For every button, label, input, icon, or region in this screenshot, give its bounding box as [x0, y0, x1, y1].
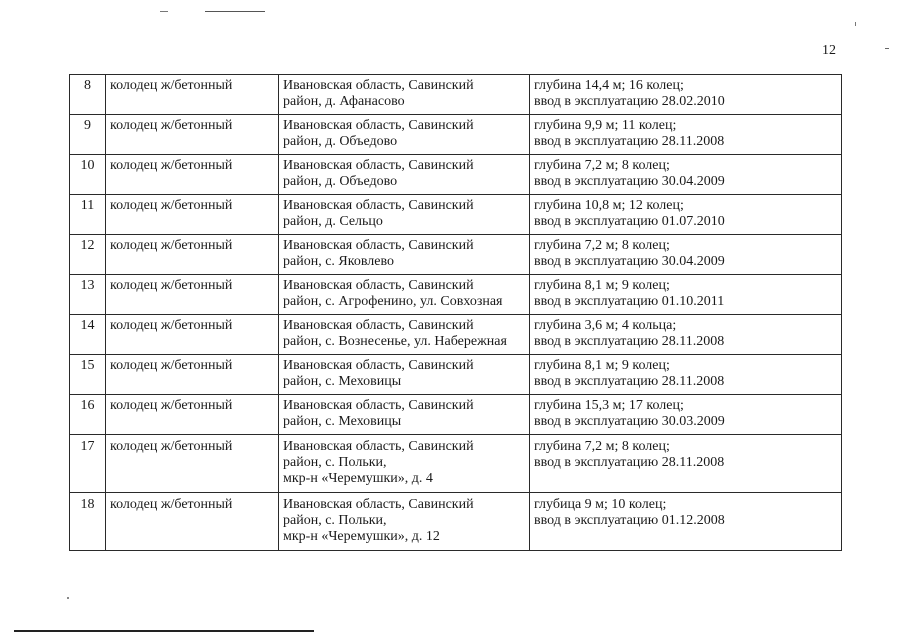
scan-artifact-dash — [160, 11, 168, 12]
object-type: колодец ж/бетонный — [106, 235, 279, 275]
row-number: 16 — [70, 395, 106, 435]
object-description — [530, 195, 842, 235]
description-line: глубина 7,2 м; 8 колец; — [534, 238, 670, 253]
address-line: Ивановская область, Савинский — [283, 158, 474, 173]
row-number: 12 — [70, 235, 106, 275]
row-number: 18 — [70, 493, 106, 551]
address-line: Ивановская область, Савинский — [283, 198, 474, 213]
scan-artifact-line-top — [205, 11, 265, 12]
object-address — [279, 155, 530, 195]
registry-body — [70, 75, 842, 551]
address-line: Ивановская область, Савинский — [283, 398, 474, 413]
table-row — [70, 115, 842, 155]
object-description — [530, 235, 842, 275]
object-type: колодец ж/бетонный — [106, 435, 279, 493]
description-line: ввод в эксплуатацию 01.10.2011 — [534, 294, 725, 309]
object-address — [279, 493, 530, 551]
description-line: глубина 7,2 м; 8 колец; — [534, 439, 670, 454]
object-address — [279, 195, 530, 235]
object-type: колодец ж/бетонный — [106, 155, 279, 195]
row-number: 10 — [70, 155, 106, 195]
table-row — [70, 435, 842, 493]
object-description — [530, 315, 842, 355]
address-line: район, с. Вознесенье, ул. Набережная — [283, 334, 507, 349]
row-number: 11 — [70, 195, 106, 235]
description-line: ввод в эксплуатацию 30.04.2009 — [534, 254, 725, 269]
row-number: 17 — [70, 435, 106, 493]
object-description — [530, 493, 842, 551]
description-line: глубина 15,3 м; 17 колец; — [534, 398, 684, 413]
object-address — [279, 435, 530, 493]
address-line: район, с. Агрофенино, ул. Совхозная — [283, 294, 503, 309]
address-line: Ивановская область, Савинский — [283, 118, 474, 133]
description-line: ввод в эксплуатацию 28.11.2008 — [534, 334, 725, 349]
description-line: глубина 14,4 м; 16 колец; — [534, 78, 684, 93]
address-line: район, д. Объедово — [283, 174, 398, 189]
description-line: ввод в эксплуатацию 28.11.2008 — [534, 455, 725, 470]
table-row — [70, 155, 842, 195]
table-row — [70, 395, 842, 435]
scan-artifact-tick — [855, 22, 856, 26]
object-address — [279, 115, 530, 155]
address-line: мкр-н «Черемушки», д. 4 — [283, 471, 433, 486]
address-line: район, д. Сельцо — [283, 214, 383, 229]
address-line: район, с. Меховицы — [283, 374, 402, 389]
object-address — [279, 275, 530, 315]
table-row — [70, 355, 842, 395]
description-line: ввод в эксплуатацию 28.11.2008 — [534, 374, 725, 389]
row-number: 15 — [70, 355, 106, 395]
address-line: мкр-н «Черемушки», д. 12 — [283, 529, 440, 544]
address-line: Ивановская область, Савинский — [283, 278, 474, 293]
object-type: колодец ж/бетонный — [106, 493, 279, 551]
table-row — [70, 493, 842, 551]
address-line: Ивановская область, Савинский — [283, 497, 474, 512]
object-type: колодец ж/бетонный — [106, 195, 279, 235]
address-line: район, с. Меховицы — [283, 414, 402, 429]
object-description — [530, 115, 842, 155]
description-line: ввод в эксплуатацию 28.02.2010 — [534, 94, 725, 109]
table-row — [70, 315, 842, 355]
description-line: глубина 8,1 м; 9 колец; — [534, 358, 670, 373]
address-line: Ивановская область, Савинский — [283, 439, 474, 454]
address-line: район, с. Яковлево — [283, 254, 394, 269]
object-type: колодец ж/бетонный — [106, 75, 279, 115]
description-line: глубина 10,8 м; 12 колец; — [534, 198, 684, 213]
row-number: 13 — [70, 275, 106, 315]
address-line: район, с. Польки, — [283, 513, 387, 528]
address-line: район, д. Объедово — [283, 134, 398, 149]
description-line: ввод в эксплуатацию 01.07.2010 — [534, 214, 725, 229]
object-description — [530, 435, 842, 493]
table-row — [70, 75, 842, 115]
description-line: глубина 7,2 м; 8 колец; — [534, 158, 670, 173]
object-address — [279, 315, 530, 355]
object-type: колодец ж/бетонный — [106, 275, 279, 315]
description-line: ввод в эксплуатацию 30.04.2009 — [534, 174, 725, 189]
object-type: колодец ж/бетонный — [106, 395, 279, 435]
address-line: район, с. Польки, — [283, 455, 387, 470]
wells-registry-table — [69, 74, 842, 551]
address-line: Ивановская область, Савинский — [283, 78, 474, 93]
description-line: ввод в эксплуатацию 28.11.2008 — [534, 134, 725, 149]
object-description — [530, 155, 842, 195]
object-address — [279, 235, 530, 275]
description-line: ввод в эксплуатацию 30.03.2009 — [534, 414, 725, 429]
table-row — [70, 195, 842, 235]
table-row — [70, 235, 842, 275]
object-type: колодец ж/бетонный — [106, 115, 279, 155]
scan-artifact-mark — [885, 48, 889, 49]
row-number: 8 — [70, 75, 106, 115]
object-type: колодец ж/бетонный — [106, 315, 279, 355]
page-number: 12 — [822, 43, 836, 58]
object-description — [530, 275, 842, 315]
object-address — [279, 75, 530, 115]
scan-artifact-dot — [67, 597, 69, 599]
address-line: Ивановская область, Савинский — [283, 318, 474, 333]
object-address — [279, 395, 530, 435]
description-line: глубина 3,6 м; 4 кольца; — [534, 318, 677, 333]
description-line: ввод в эксплуатацию 01.12.2008 — [534, 513, 725, 528]
object-description — [530, 75, 842, 115]
table-row — [70, 275, 842, 315]
object-address — [279, 355, 530, 395]
object-description — [530, 355, 842, 395]
description-line: глубица 9 м; 10 колец; — [534, 497, 667, 512]
description-line: глубина 9,9 м; 11 колец; — [534, 118, 677, 133]
address-line: район, д. Афанасово — [283, 94, 405, 109]
row-number: 14 — [70, 315, 106, 355]
row-number: 9 — [70, 115, 106, 155]
address-line: Ивановская область, Савинский — [283, 238, 474, 253]
object-type: колодец ж/бетонный — [106, 355, 279, 395]
description-line: глубина 8,1 м; 9 колец; — [534, 278, 670, 293]
object-description — [530, 395, 842, 435]
address-line: Ивановская область, Савинский — [283, 358, 474, 373]
scan-artifact-line-bottom — [14, 630, 314, 632]
